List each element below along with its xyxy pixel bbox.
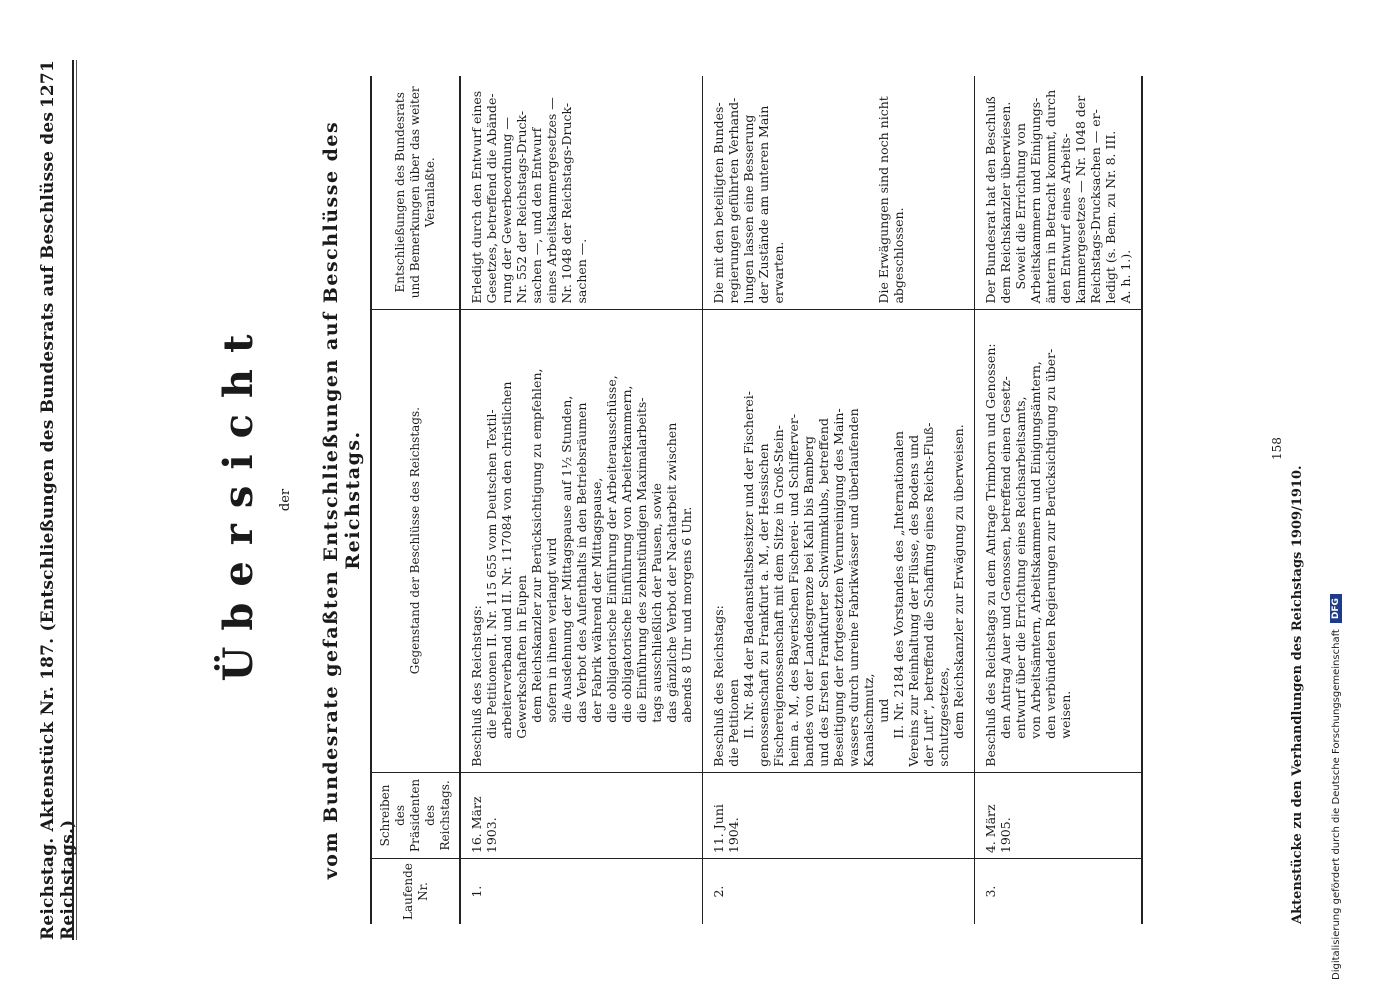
table-row xyxy=(703,76,975,924)
decision-line: ledigt (s. Bem. zu Nr. 8. III. xyxy=(1103,130,1118,304)
decision-line: ämtern in Betracht kommt, durch xyxy=(1043,89,1058,304)
subject-line: dem Reichskanzler zur Berücksichtigung zu empfehlen, xyxy=(529,368,544,723)
running-header xyxy=(38,60,78,940)
subject-line: die obligatorische Einführung der Arbeiterausschüsse, xyxy=(604,375,619,723)
decision-line: sachen —. xyxy=(574,238,589,304)
subject-line: die obligatorische Einführung von Arbeiterkammern, xyxy=(619,385,634,723)
decision-line: regierungen geführten Verhand- xyxy=(726,97,741,304)
decision-line: Die mit den beteiligten Bundes- xyxy=(711,102,726,304)
decision-line: lungen lassen eine Besserung xyxy=(741,114,756,304)
subject-line: Kanalschmutz, xyxy=(861,673,876,767)
dfg-note-text: Digitalisierung gefördert durch die Deutsche Forschungsgemeinschaft xyxy=(1330,629,1342,980)
table-header-row xyxy=(371,76,460,924)
row-date: 11. Juni 1904. xyxy=(703,772,975,858)
page-mark: 158 xyxy=(1270,437,1284,460)
subject-line: tags ausschließlich der Pausen, sowie xyxy=(649,483,664,723)
decision-line: eines Arbeitskammergesetzes — xyxy=(544,97,559,304)
resolutions-table xyxy=(370,76,1143,924)
subject-line: der Fabrik während der Mittagspause, xyxy=(589,477,604,723)
decision-line: A. h. 1.). xyxy=(1118,249,1133,304)
subject-line: sofern in ihnen verlangt wird xyxy=(544,537,559,723)
decision-line: Arbeitskammern und Einigungs- xyxy=(1028,97,1043,304)
header-rule-thin xyxy=(76,60,77,940)
subject-line: das gänzliche Verbot der Nachtarbeit zwischen xyxy=(664,422,679,723)
header-rule xyxy=(72,60,74,940)
subject-line: die Petitionen xyxy=(726,679,741,767)
subject-line: Vereins zur Reinhaltung der Flüsse, des Bodens und xyxy=(906,434,921,767)
subject-line: II. Nr. 844 der Badeanstaltsbesitzer und der Fischerei- xyxy=(741,391,756,739)
row-decision xyxy=(460,76,703,309)
subject-line: und xyxy=(876,698,891,723)
row-subject xyxy=(975,309,1143,772)
decision-line: den Entwurf eines Arbeits- xyxy=(1058,133,1073,304)
subject-line: arbeiterverband und II. Nr. 117084 von den christlichen xyxy=(499,381,514,739)
decision-line: Nr. 552 der Reichstags-Druck- xyxy=(514,110,529,304)
decision-line: der Zustände am unteren Main xyxy=(756,105,771,304)
row-date: 4. März 1905. xyxy=(975,772,1143,858)
row-number: 2. xyxy=(703,859,975,924)
row-number: 3. xyxy=(975,859,1143,924)
page-footer: Aktenstücke zu den Verhandlungen des Reichstags 1909/1910. xyxy=(1290,465,1305,924)
subject-line: die Petitionen II. Nr. 115 655 vom Deutschen Textil- xyxy=(484,409,499,739)
subject-line: entwurf über die Errichtung eines Reichsarbeitsamts, xyxy=(1013,396,1028,739)
decision-line: Die Erwägungen sind noch nicht xyxy=(876,96,891,304)
subject-line: den Antrag Auer und Genossen, betreffend einen Gesetz- xyxy=(998,376,1013,739)
subject-line: Fischereigenossenschaft mit dem Sitze in Groß-Stein- xyxy=(771,425,786,767)
decision-line: rung der Gewerbeordnung — xyxy=(499,117,514,304)
subject-line: schutzgesetzes, xyxy=(936,666,951,767)
table-row xyxy=(460,76,703,924)
row-subject xyxy=(703,309,975,772)
header-title: Reichstag. Aktenstück Nr. 187. (Entschließungen des Bundesrats auf Beschlüsse des Reichstags.) xyxy=(38,111,78,940)
subject-line: von Arbeitsämtern, Arbeitskammern und Einigungsämtern, xyxy=(1028,361,1043,739)
decision-line: erwarten. xyxy=(771,241,786,304)
column-header-decision: Entschließungen des Bundesrats und Bemerkungen über das weiter Veranlaßte. xyxy=(371,76,460,309)
decision-line: Reichstags-Drucksachen — er- xyxy=(1088,109,1103,304)
decision-line: Soweit die Errichtung von xyxy=(1013,123,1028,290)
decision-line: abgeschlossen. xyxy=(891,207,906,304)
subject-line: das Verbot des Aufenthalts in den Betriebsräumen xyxy=(574,402,589,723)
subject-line: II. Nr. 2184 des Vorstandes des „Internationalen xyxy=(891,431,906,739)
dfg-logo: DFG xyxy=(1330,594,1342,623)
subject-line: den verbündeten Regierungen zur Berücksichtigung zu über- xyxy=(1043,348,1058,739)
page-title: Übersicht xyxy=(215,318,262,682)
subject-line: der Luft“, betreffend die Schaffung eines Reichs-Fluß- xyxy=(921,422,936,767)
dfg-funding-note xyxy=(1330,20,1342,980)
header-page-number: 1271 xyxy=(38,60,58,109)
table-row xyxy=(975,76,1143,924)
subject-line: weisen. xyxy=(1058,690,1073,739)
row-number: 1. xyxy=(460,859,703,924)
column-header-letter: Schreiben des Präsidenten des Reichstags. xyxy=(371,772,460,858)
decision-line: Der Bundesrat hat den Beschluß xyxy=(983,96,998,304)
subject-line: die Einführung des zehnstündigen Maximalarbeits- xyxy=(634,397,649,723)
decision-line: dem Reichskanzler überwiesen. xyxy=(998,101,1013,304)
subject-line: dem Reichskanzler zur Erwägung zu überweisen. xyxy=(951,424,966,739)
decision-spacer xyxy=(786,81,876,304)
subject-line: Beseitigung der fortgesetzten Verunreinigung des Main- xyxy=(831,408,846,767)
subject-line: die Ausdehnung der Mittagspause auf 1½ Stunden, xyxy=(559,395,574,723)
subject-line: genossenschaft zu Frankfurt a. M., der Hessischen xyxy=(756,443,771,767)
subject-line: heim a. M., des Bayerischen Fischerei- und Schifferver- xyxy=(786,413,801,767)
subject-line: bandes von der Landesgrenze bei Kahl bis Bamberg xyxy=(801,436,816,767)
subject-line: wassers durch unreine Fabrikwässer und überlaufenden xyxy=(846,408,861,767)
row-subject xyxy=(460,309,703,772)
decision-line: sachen —, und den Entwurf xyxy=(529,127,544,304)
subject-line: Beschluß des Reichstags zu dem Antrage Trimborn und Genossen: xyxy=(983,343,998,767)
title-connector: der xyxy=(278,488,293,512)
column-header-subject: Gegenstand der Beschlüsse des Reichstags. xyxy=(371,309,460,772)
row-decision xyxy=(975,76,1143,309)
decision-line: kammergesetzes — Nr. 1048 der xyxy=(1073,95,1088,304)
subject-line: Beschluß des Reichstags: xyxy=(711,605,726,767)
decision-line: Nr. 1048 der Reichstags-Druck- xyxy=(559,102,574,304)
decision-line: Gesetzes, betreffend die Abände- xyxy=(484,93,499,304)
subject-line: abends 8 Uhr und morgens 6 Uhr. xyxy=(679,506,694,723)
decision-line: Erledigt durch den Entwurf eines xyxy=(469,90,484,304)
column-header-number: Laufende Nr. xyxy=(371,859,460,924)
subject-line: Gewerkschaften in Eupen xyxy=(514,575,529,739)
row-date: 16. März 1903. xyxy=(460,772,703,858)
row-decision xyxy=(703,76,975,309)
subject-line: Beschluß des Reichstags: xyxy=(469,605,484,767)
page-subtitle: vom Bundesrate gefaßten Entschließungen auf Beschlüsse des Reichstags. xyxy=(320,120,364,880)
subject-line: und des Ersten Frankfurter Schwimmklubs, betreffend xyxy=(816,418,831,767)
